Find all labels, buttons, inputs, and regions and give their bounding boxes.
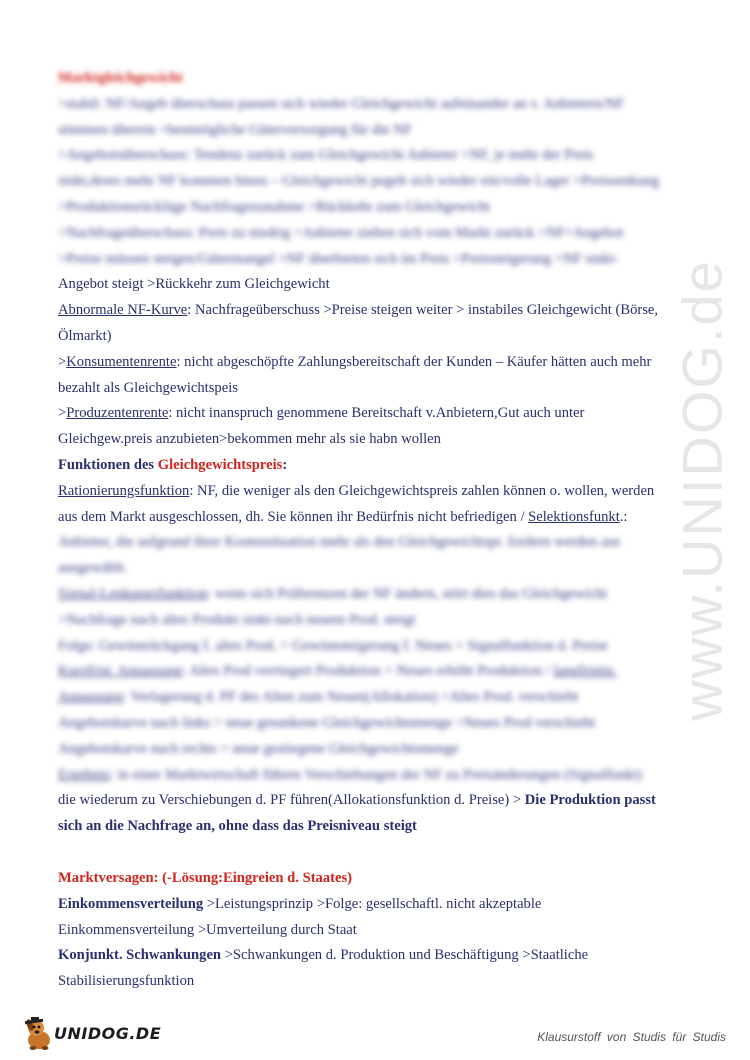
text-line	[58, 788, 688, 814]
blurred-text-line	[58, 66, 688, 92]
blurred-text-line	[58, 763, 688, 789]
text-line	[58, 376, 688, 402]
text-line	[58, 350, 688, 376]
blurred-text-line	[58, 169, 688, 195]
text-segment: ausgewählt.	[58, 560, 128, 577]
text-segment: >Produktionsrückläge Nachfragezunahme >Rückkehr zum Gleichgewicht	[58, 198, 491, 215]
text-line	[58, 969, 688, 995]
text-line	[58, 479, 688, 505]
underlined-term: Produzentenrente	[66, 405, 169, 422]
blurred-text-line	[58, 530, 688, 556]
text-segment: >Preise müssen steigen/Gütermangel >NF überbieten sich im Preis >Preissteigerung >NF sinkt-	[58, 250, 619, 267]
blurred-text-line	[58, 143, 688, 169]
text-line	[58, 453, 688, 479]
text-segment: >Leistungsprinzip >Folge: gesellschaftl. nicht akzeptable	[203, 895, 542, 912]
text-segment: >Nachfrage nach altes Produkt sinkt-nach neuem Prod. steigt	[58, 611, 416, 628]
bold-text: :	[282, 456, 288, 473]
document-body	[58, 66, 688, 995]
underlined-term: Selektionsfunkt	[528, 508, 620, 525]
text-segment: stimmen überein >bestmögliche Güterversorgung für die NF	[58, 121, 413, 138]
blurred-text-line	[58, 247, 688, 273]
underlined-term: langfristig.	[553, 663, 618, 680]
text-segment: Angebotskurve nach links > neue gesunkene Gleichgewichtsmenge >Neues Prod verschiebt	[58, 714, 596, 731]
text-segment: >	[58, 353, 67, 370]
text-line	[58, 943, 688, 969]
text-segment: Einkommensverteilung >Umverteilung durch Staat	[58, 921, 357, 938]
text-segment: >	[58, 405, 67, 422]
blurred-text-line	[58, 608, 688, 634]
text-segment: Ölmarkt)	[58, 327, 112, 344]
red-heading: Gleichgewichtspreis	[157, 456, 283, 473]
underlined-term: Abnormale NF-Kurve	[58, 302, 188, 319]
text-line	[58, 427, 688, 453]
blurred-text-line	[58, 659, 688, 685]
text-segment: : Verlagerung d. PF des Alten zum Neuen(Allokation) >Altes Prod. verschiebt	[122, 689, 579, 706]
blurred-text-line	[58, 737, 688, 763]
bold-text: Konjunkt. Schwankungen	[58, 947, 222, 964]
underlined-term: Kurzfrist. Anpassung	[58, 663, 183, 680]
blurred-text-line	[58, 556, 688, 582]
underlined-term: Konsumentenrente	[66, 353, 177, 370]
text-segment: Angebotskurve nach rechts > neue gestiegene Gleichgewichtsmenge	[58, 740, 459, 757]
text-segment: >stabil: NF/Angeb überschuss passen sich wieder Gleichgewicht aufeinander an v. Anbietern/NF	[58, 95, 625, 112]
red-heading: Marktgleichgewicht	[58, 70, 183, 86]
dog-mascot-icon	[22, 1016, 56, 1052]
text-segment: Gleichgew.preis anzubieten>bekommen mehr als sie habn wollen	[58, 431, 441, 448]
text-segment: Anbieter, die aufgrund ihrer Kostensituation mehr als den Gleichgewichtspr. fordern werden aus	[58, 534, 621, 551]
text-line	[58, 298, 688, 324]
text-line	[58, 272, 688, 298]
blurred-text-line	[58, 685, 688, 711]
footer-tagline: Klausurstoff von Studis für Studis	[537, 1030, 726, 1044]
blurred-text-line	[58, 92, 688, 118]
text-line	[58, 892, 688, 918]
blank-line	[58, 840, 688, 866]
underlined-term: Rationierungsfunktion	[58, 482, 190, 499]
bold-text: Funktionen des	[58, 456, 158, 473]
text-segment: >Angebotsüberschuss: Tendenz zurück zum Gleichgewicht Anbieter >NF, je mehr der Preis	[58, 147, 594, 164]
unidog-logo	[22, 1016, 172, 1052]
text-segment: Angebot steigt >Rückkehr zum Gleichgewicht	[58, 276, 330, 293]
text-line	[58, 918, 688, 944]
text-segment: : Nachfrageüberschuss >Preise steigen weiter > instabiles Gleichgewicht (Börse,	[187, 302, 659, 319]
text-segment: aus dem Markt ausgeschlossen, dh. Sie können ihr Bedürfnis nicht befriedigen /	[58, 508, 529, 525]
text-line	[58, 866, 688, 892]
text-line	[58, 324, 688, 350]
text-segment: : NF, die weniger als den Gleichgewichtspreis zahlen können o. wollen, werden	[189, 482, 655, 499]
text-segment: Stabilisierungsfunktion	[58, 973, 195, 990]
text-line	[58, 814, 688, 840]
text-segment: Folge: Gewinnrückgang f. altes Prod. > Gewinnsteigerung f. Neues > Signalfunktion d. Preise	[58, 637, 608, 654]
blurred-text-line	[58, 118, 688, 144]
blurred-text-line	[58, 221, 688, 247]
text-segment: sinkt,desto mehr NF kommen hinzu – Gleichgewicht pegelt sich wieder ein/volle Lager >Preissenkung	[58, 173, 660, 190]
blurred-text-line	[58, 582, 688, 608]
blurred-text-line	[58, 711, 688, 737]
text-segment: .:	[619, 508, 628, 525]
bold-text: sich an die Nachfrage an, ohne dass das Preisniveau steigt	[58, 818, 417, 835]
text-segment: bezahlt als Gleichgewichtspeis	[58, 379, 238, 396]
bold-text: Die Produktion passt	[524, 792, 656, 809]
underlined-term: Anpassung	[58, 689, 123, 706]
text-segment: die wiederum zu Verschiebungen d. PF führen(Allokationsfunktion d. Preise) >	[58, 792, 525, 809]
underlined-term: Ergebnis	[58, 766, 110, 783]
blurred-text-line	[58, 195, 688, 221]
text-segment: : nicht inanspruch genommene Bereitschaft v.Anbietern,Gut auch unter	[168, 405, 585, 422]
watermark-text: www.UNIDOG.de	[670, 259, 734, 721]
text-segment: : wenn sich Präferenzen der NF ändern, stört dies das Gleichgewicht	[207, 585, 608, 602]
text-line	[58, 505, 688, 531]
blurred-text-line	[58, 634, 688, 660]
bold-text: Einkommensverteilung	[58, 895, 204, 912]
logo-text: UNIDOG.DE	[54, 1024, 162, 1043]
text-segment: : nicht abgeschöpfte Zahlungsbereitschaft der Kunden – Käufer hätten auch mehr	[176, 353, 652, 370]
red-heading: Marktversagen: (-Lösung:Eingreien d. Staates)	[58, 869, 353, 886]
text-segment: >Schwankungen d. Produktion und Beschäftigung >Staatliche	[221, 947, 589, 964]
underlined-term: Signal-Lenkungsfunktion	[58, 585, 208, 602]
text-line	[58, 401, 688, 427]
text-segment: : in einer Marktwirtschaft führen Verschiebungen der NF zu Preisänderungen (Signalfunkt)	[109, 766, 642, 783]
text-segment: : Altes Prod verringert Produktion > Neues erhöht Produktion /	[182, 663, 554, 680]
text-segment: >Nachfrageüberschuss: Preis zu niedrig >Anbieter ziehen sich vom Markt zurück >NF>Angebot	[58, 224, 624, 241]
